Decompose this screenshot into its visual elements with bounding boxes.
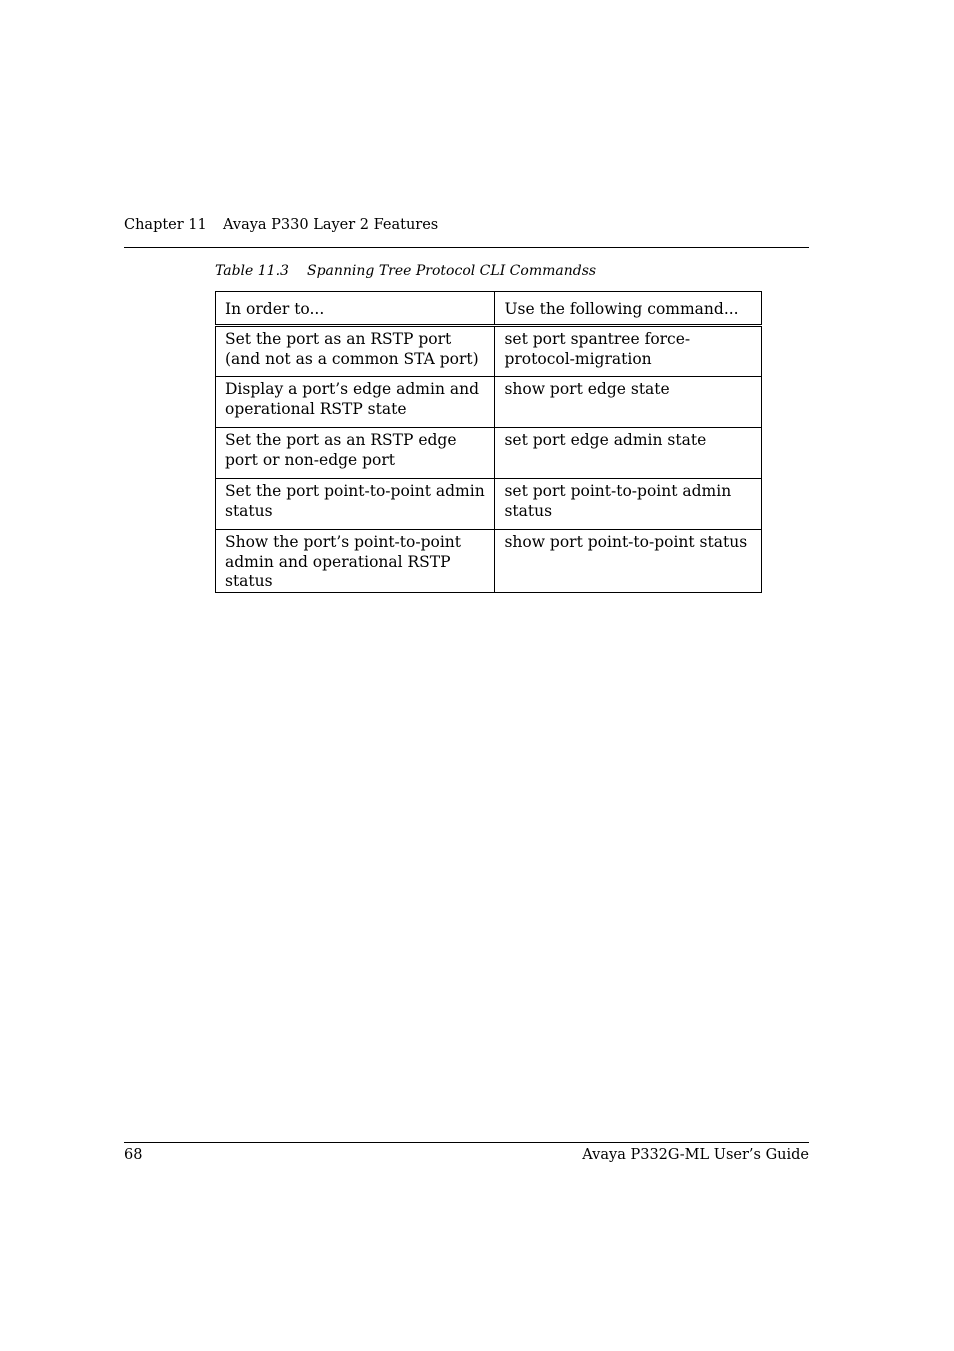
command-cell: show port point-to-point status bbox=[495, 530, 762, 593]
page-footer bbox=[124, 1142, 809, 1165]
action-cell: Show the port’s point-to-point admin and operational RSTP status bbox=[216, 530, 495, 593]
column-header-command: Use the following command... bbox=[495, 292, 762, 326]
chapter-label: Chapter 11 bbox=[124, 217, 207, 233]
command-cell: set port edge admin state bbox=[495, 428, 762, 479]
cli-commands-table bbox=[215, 291, 762, 593]
command-cell: set port point-to-point admin status bbox=[495, 479, 762, 530]
chapter-title: Avaya P330 Layer 2 Features bbox=[223, 217, 439, 233]
action-cell: Set the port as an RSTP port (and not as a common STA port) bbox=[216, 326, 495, 377]
column-header-action: In order to... bbox=[216, 292, 495, 326]
table-row bbox=[216, 479, 762, 530]
table-row bbox=[216, 326, 762, 377]
table-row bbox=[216, 530, 762, 593]
action-cell: Set the port as an RSTP edge port or non-edge port bbox=[216, 428, 495, 479]
command-cell: set port spantree force-protocol-migration bbox=[495, 326, 762, 377]
action-cell: Display a port’s edge admin and operational RSTP state bbox=[216, 377, 495, 428]
guide-title: Avaya P332G-ML User’s Guide bbox=[582, 1147, 809, 1163]
action-cell: Set the port point-to-point admin status bbox=[216, 479, 495, 530]
table-row bbox=[216, 428, 762, 479]
table-title: Spanning Tree Protocol CLI Commandss bbox=[307, 263, 597, 279]
table-row bbox=[216, 377, 762, 428]
table-header-row bbox=[216, 292, 762, 326]
table-number: Table 11.3 bbox=[215, 263, 289, 279]
command-cell: show port edge state bbox=[495, 377, 762, 428]
page-header bbox=[124, 216, 809, 248]
page-number: 68 bbox=[124, 1147, 143, 1163]
table-caption bbox=[215, 262, 596, 280]
